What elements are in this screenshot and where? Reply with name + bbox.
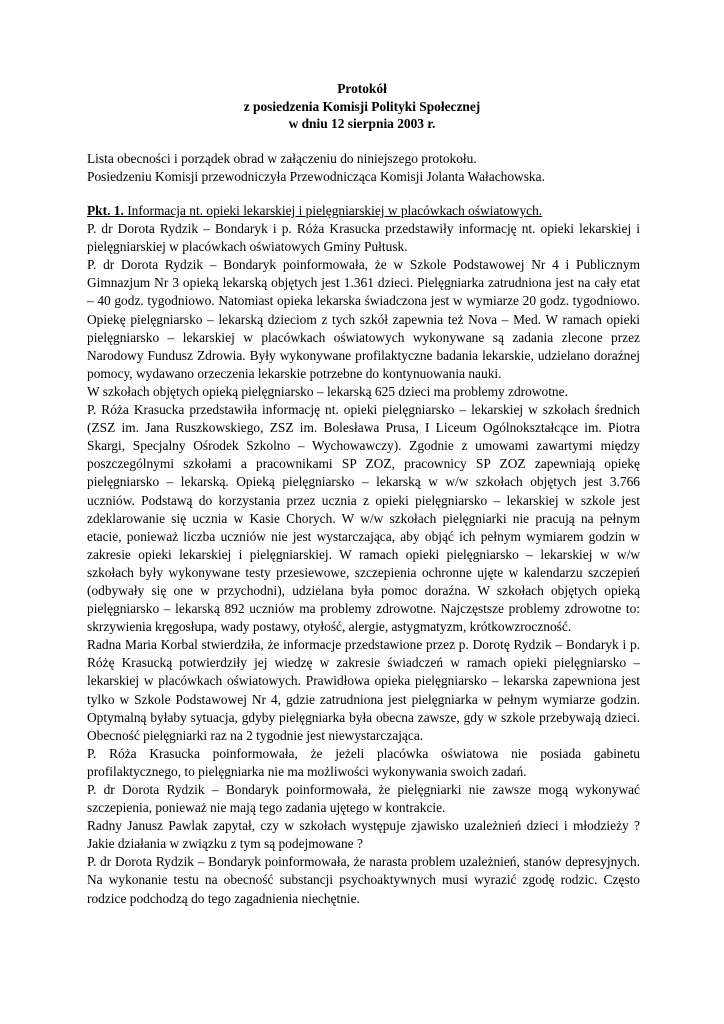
intro-block — [87, 150, 647, 186]
section-heading — [87, 202, 640, 220]
document-body — [87, 202, 640, 908]
document-title: Protokół — [337, 81, 387, 96]
document-header — [0, 80, 724, 133]
paragraph: P. Róża Krasucka poinformowała, że jeżeli placówka oświatowa nie posiada gabinetu profilaktycznego, to pielęgniarka nie ma możliwości wykonywania swoich zadań. — [87, 745, 640, 779]
paragraph: P. dr Dorota Rydzik – Bondaryk i p. Róża Krasucka przedstawiły informację nt. opieki lekarskiej i pielęgniarskiej w placówkach oświatowych Gminy Pułtusk. — [87, 221, 640, 255]
intro-line: Lista obecności i porządek obrad w załączeniu do niniejszego protokołu. — [87, 151, 477, 166]
document-subtitle: z posiedzenia Komisji Polityki Społecznej — [243, 98, 481, 114]
paragraph: P. Róża Krasucka przedstawiła informację nt. opieki pielęgniarsko – lekarskiej w szkołach średnich (ZSZ im. Jana Ruszkowskiego, ZSZ im. Bolesława Prusa, I Liceum Ogólnokształcące im. Piotra Skargi, Specjalny Ośrodek Szkolno – Wychowawczy). Zgodnie z umowami zawartymi między poszczególnymi szkołami a pracownikami SP ZOZ, pracownicy SP ZOZ zapewniają opiekę pielęgniarsko – lekarską. Opieką pielęgniarsko – lekarską w w/w szkołach objętych jest 3.766 uczniów. Podstawą do korzystania przez ucznia z opieki pielęgniarsko – lekarskiej w szkole jest zdeklarowanie się ucznia w Kasie Chorych. W w/w szkołach pielęgniarki nie pracują na pełnym etacie, ponieważ liczba uczniów nie jest wystarczająca, aby objąć ich pełnym wymiarem godzin w zakresie opieki lekarskiej i pielęgniarskiej. W ramach opieki pielęgniarsko – lekarskiej w w/w szkołach były wykonywane testy przesiewowe, szczepienia ochronne ujęte w kalendarzu szczepień (odbywały się one w przychodni), udzielana była pomoc doraźna. W szkołach objętych opieką pielęgniarsko – lekarską 892 uczniów ma problemy zdrowotne. Najczęstsze problemy zdrowotne to: skrzywienia kręgosłupa, wady postawy, otyłość, alergie, astygmatyzm, krótkowzroczność. — [87, 402, 640, 635]
section-number: Pkt. 1. — [87, 203, 124, 218]
document-date: w dniu 12 sierpnia 2003 r. — [288, 116, 436, 131]
paragraph: P. dr Dorota Rydzik – Bondaryk poinformowała, że narasta problem uzależnień, stanów depresyjnych. Na wykonanie testu na obecność substancji psychoaktywnych musi wyrazić zgodę rodzic. Często rodzice podchodzą do tego zagadnienia niechętnie. — [87, 854, 640, 906]
paragraph: W szkołach objętych opieką pielęgniarsko – lekarską 625 dzieci ma problemy zdrowotne. — [87, 383, 568, 399]
section-title: Informacja nt. opieki lekarskiej i pielęgniarskiej w placówkach oświatowych. — [127, 203, 543, 218]
paragraph: Radna Maria Korbal stwierdziła, że informacje przedstawione przez p. Dorotę Rydzik – Bondaryk i p. Różę Krasucką potwierdziły jej wiedzę w zakresie świadczeń w ramach opieki pielęgniarsko – lekarskiej w placówkach oświatowych. Prawidłowa opieka pielęgniarsko – lekarska zapewniona jest tylko w Szkole Podstawowej Nr 4, gdzie zatrudniona jest pielęgniarka w pełnym wymiarze godzin. Optymalną byłaby sytuacja, gdyby pielęgniarka była obecna zawsze, gdy w szkole przebywają dzieci. Obecność pielęgniarki raz na 2 tygodnie jest niewystarczająca. — [87, 637, 640, 743]
paragraph: P. dr Dorota Rydzik – Bondaryk poinformowała, że w Szkole Podstawowej Nr 4 i Publicznym Gimnazjum Nr 3 opieką lekarską objętych jest 1.361 dzieci. Pielęgniarka zatrudniona jest na cały etat – 40 godz. tygodniowo. Natomiast opieka lekarska świadczona jest w wymiarze 20 godz. tygodniowo. Opiekę pielęgniarsko – lekarską dzieciom z tych szkół zapewnia też Nova – Med. W ramach opieki pielęgniarsko – lekarskiej w placówkach oświatowych wykonywane są zadania zlecone przez Narodowy Fundusz Zdrowia. Były wykonywane profilaktyczne badania lekarskie, udzielano doraźnej pomocy, wydawano orzeczenia lekarskie potrzebne do kontynuowania nauki. — [87, 257, 640, 381]
paragraph: P. dr Dorota Rydzik – Bondaryk poinformowała, że pielęgniarki nie zawsze mogą wykonywać szczepienia, ponieważ nie mają tego zadania ujętego w kontrakcie. — [87, 782, 640, 816]
paragraph: Radny Janusz Pawlak zapytał, czy w szkołach występuje zjawisko uzależnień dzieci i młodzieży ? Jakie działania w związku z tym są podejmowane ? — [87, 818, 640, 852]
intro-line: Posiedzeniu Komisji przewodniczyła Przewodnicząca Komisji Jolanta Wałachowska. — [87, 169, 545, 184]
